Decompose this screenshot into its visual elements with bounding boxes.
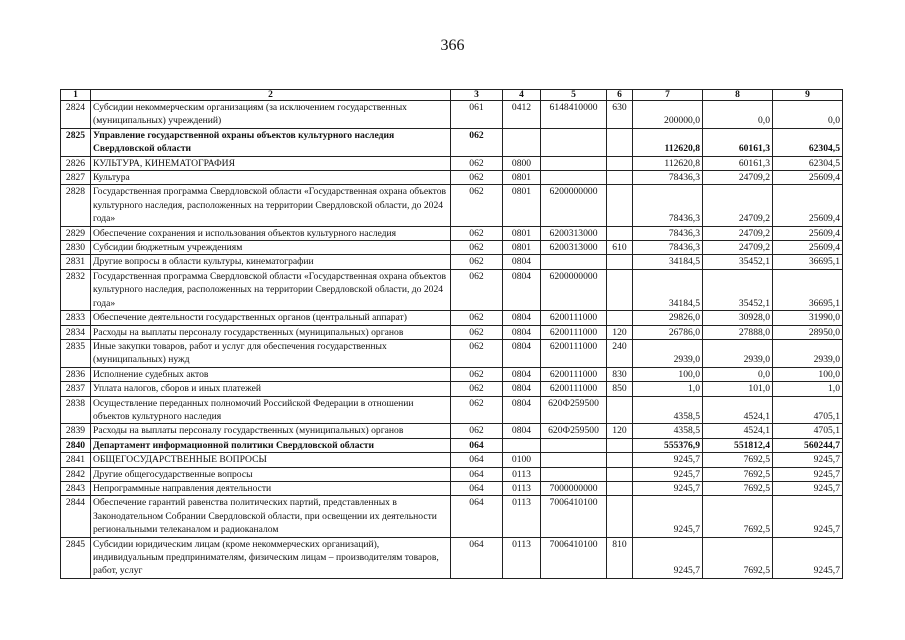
- amount-col-8: 27888,0: [703, 325, 773, 339]
- row-number: 2837: [61, 382, 91, 396]
- target-article-code: 6200111000: [541, 367, 607, 381]
- ministry-code: 062: [451, 156, 503, 170]
- row-number: 2824: [61, 101, 91, 129]
- expense-type-code: [607, 185, 633, 226]
- row-name: ОБЩЕГОСУДАРСТВЕННЫЕ ВОПРОСЫ: [91, 453, 451, 467]
- table-row: [61, 438, 843, 452]
- amount-col-8: 24709,2: [703, 241, 773, 255]
- ministry-code: 062: [451, 269, 503, 310]
- amount-col-9: 1,0: [773, 382, 843, 396]
- table-row: [61, 226, 843, 240]
- section-code: 0100: [503, 453, 541, 467]
- section-code: 0801: [503, 185, 541, 226]
- ministry-code: 064: [451, 453, 503, 467]
- row-name: Непрограммные направления деятельности: [91, 481, 451, 495]
- row-name: Обеспечение деятельности государственных органов (центральный аппарат): [91, 311, 451, 325]
- ministry-code: 062: [451, 171, 503, 185]
- table-row: [61, 185, 843, 226]
- target-article-code: 6200111000: [541, 382, 607, 396]
- amount-col-9: 36695,1: [773, 269, 843, 310]
- table-header-row: [61, 90, 843, 101]
- expense-type-code: [607, 269, 633, 310]
- expense-type-code: 240: [607, 339, 633, 367]
- section-code: 0804: [503, 269, 541, 310]
- amount-col-7: 9245,7: [633, 496, 703, 537]
- row-number: 2834: [61, 325, 91, 339]
- target-article-code: 6200111000: [541, 325, 607, 339]
- amount-col-7: 4358,5: [633, 424, 703, 438]
- expense-type-code: [607, 496, 633, 537]
- row-name: Управление государственной охраны объектов культурного наследия Свердловской области: [91, 128, 451, 156]
- ministry-code: 062: [451, 128, 503, 156]
- amount-col-7: 78436,3: [633, 241, 703, 255]
- amount-col-9: 9245,7: [773, 467, 843, 481]
- column-header: 9: [773, 90, 843, 101]
- row-number: 2845: [61, 537, 91, 578]
- target-article-code: [541, 438, 607, 452]
- row-name: Обеспечение гарантий равенства политических партий, представленных в Законодательном Собрании Свердловской области, при освещении их деятельности региональными телеканалом и радиоканалом: [91, 496, 451, 537]
- section-code: 0412: [503, 101, 541, 129]
- amount-col-8: 7692,5: [703, 496, 773, 537]
- table-row: [61, 269, 843, 310]
- section-code: 0801: [503, 241, 541, 255]
- row-name: Субсидии бюджетным учреждениям: [91, 241, 451, 255]
- table-row: [61, 255, 843, 269]
- amount-col-9: 62304,5: [773, 156, 843, 170]
- amount-col-8: 60161,3: [703, 128, 773, 156]
- amount-col-8: 35452,1: [703, 255, 773, 269]
- table-row: [61, 311, 843, 325]
- amount-col-7: 9245,7: [633, 467, 703, 481]
- section-code: 0804: [503, 396, 541, 424]
- amount-col-8: 7692,5: [703, 537, 773, 578]
- target-article-code: 6200313000: [541, 226, 607, 240]
- amount-col-9: 9245,7: [773, 481, 843, 495]
- amount-col-7: 4358,5: [633, 396, 703, 424]
- row-name: Другие вопросы в области культуры, кинематографии: [91, 255, 451, 269]
- row-number: 2839: [61, 424, 91, 438]
- row-number: 2843: [61, 481, 91, 495]
- amount-col-9: 9245,7: [773, 496, 843, 537]
- amount-col-7: 34184,5: [633, 255, 703, 269]
- section-code: 0804: [503, 311, 541, 325]
- ministry-code: 062: [451, 396, 503, 424]
- row-name: КУЛЬТУРА, КИНЕМАТОГРАФИЯ: [91, 156, 451, 170]
- amount-col-8: 551812,4: [703, 438, 773, 452]
- expense-type-code: [607, 467, 633, 481]
- table-row: [61, 128, 843, 156]
- section-code: 0801: [503, 171, 541, 185]
- amount-col-8: 7692,5: [703, 481, 773, 495]
- expense-type-code: 120: [607, 424, 633, 438]
- row-number: 2842: [61, 467, 91, 481]
- table-row: [61, 424, 843, 438]
- target-article-code: [541, 453, 607, 467]
- target-article-code: 7006410100: [541, 537, 607, 578]
- expense-type-code: [607, 128, 633, 156]
- table-row: [61, 396, 843, 424]
- column-header: 5: [541, 90, 607, 101]
- table-row: [61, 171, 843, 185]
- row-number: 2830: [61, 241, 91, 255]
- amount-col-7: 112620,8: [633, 156, 703, 170]
- amount-col-8: 60161,3: [703, 156, 773, 170]
- ministry-code: 062: [451, 241, 503, 255]
- amount-col-9: 28950,0: [773, 325, 843, 339]
- expense-type-code: 610: [607, 241, 633, 255]
- amount-col-7: 9245,7: [633, 537, 703, 578]
- column-header: 3: [451, 90, 503, 101]
- amount-col-9: 25609,4: [773, 226, 843, 240]
- ministry-code: 064: [451, 481, 503, 495]
- expense-type-code: [607, 438, 633, 452]
- target-article-code: [541, 171, 607, 185]
- ministry-code: 062: [451, 226, 503, 240]
- amount-col-8: 35452,1: [703, 269, 773, 310]
- expense-type-code: [607, 171, 633, 185]
- table-row: [61, 241, 843, 255]
- amount-col-7: 1,0: [633, 382, 703, 396]
- table-row: [61, 382, 843, 396]
- amount-col-8: 101,0: [703, 382, 773, 396]
- amount-col-7: 2939,0: [633, 339, 703, 367]
- expense-type-code: 830: [607, 367, 633, 381]
- amount-col-9: 25609,4: [773, 171, 843, 185]
- section-code: 0804: [503, 382, 541, 396]
- expense-type-code: [607, 396, 633, 424]
- amount-col-8: 2939,0: [703, 339, 773, 367]
- amount-col-8: 24709,2: [703, 171, 773, 185]
- section-code: 0804: [503, 325, 541, 339]
- table-row: [61, 537, 843, 578]
- expense-type-code: [607, 226, 633, 240]
- amount-col-9: 0,0: [773, 101, 843, 129]
- amount-col-9: 9245,7: [773, 537, 843, 578]
- row-name: Субсидии юридическим лицам (кроме некоммерческих организаций), индивидуальным предпринимателям, физическим лицам – производителям товаров, работ, услуг: [91, 537, 451, 578]
- target-article-code: [541, 255, 607, 269]
- section-code: 0800: [503, 156, 541, 170]
- amount-col-9: 25609,4: [773, 241, 843, 255]
- amount-col-8: 4524,1: [703, 424, 773, 438]
- ministry-code: 064: [451, 438, 503, 452]
- target-article-code: [541, 128, 607, 156]
- section-code: 0801: [503, 226, 541, 240]
- column-header: 4: [503, 90, 541, 101]
- amount-col-7: 200000,0: [633, 101, 703, 129]
- amount-col-9: 9245,7: [773, 453, 843, 467]
- ministry-code: 062: [451, 311, 503, 325]
- row-number: 2844: [61, 496, 91, 537]
- amount-col-9: 25609,4: [773, 185, 843, 226]
- target-article-code: 7006410100: [541, 496, 607, 537]
- expense-type-code: [607, 453, 633, 467]
- ministry-code: 061: [451, 101, 503, 129]
- section-code: 0804: [503, 367, 541, 381]
- row-name: Расходы на выплаты персоналу государственных (муниципальных) органов: [91, 424, 451, 438]
- target-article-code: 7000000000: [541, 481, 607, 495]
- ministry-code: 062: [451, 382, 503, 396]
- target-article-code: 6200111000: [541, 311, 607, 325]
- row-number: 2835: [61, 339, 91, 367]
- row-name: Государственная программа Свердловской области «Государственная охрана объектов культурного наследия, расположенных на территории Свердловской области, до 2024 года»: [91, 269, 451, 310]
- row-number: 2838: [61, 396, 91, 424]
- ministry-code: 064: [451, 467, 503, 481]
- row-name: Уплата налогов, сборов и иных платежей: [91, 382, 451, 396]
- table-body: [61, 101, 843, 579]
- ministry-code: 062: [451, 424, 503, 438]
- target-article-code: 6200111000: [541, 339, 607, 367]
- row-name: Другие общегосударственные вопросы: [91, 467, 451, 481]
- amount-col-8: 7692,5: [703, 453, 773, 467]
- amount-col-8: 4524,1: [703, 396, 773, 424]
- amount-col-7: 78436,3: [633, 226, 703, 240]
- row-name: Департамент информационной политики Свердловской области: [91, 438, 451, 452]
- target-article-code: 6200313000: [541, 241, 607, 255]
- ministry-code: 062: [451, 325, 503, 339]
- amount-col-8: 24709,2: [703, 185, 773, 226]
- table-row: [61, 101, 843, 129]
- row-name: Исполнение судебных актов: [91, 367, 451, 381]
- section-code: [503, 128, 541, 156]
- row-number: 2827: [61, 171, 91, 185]
- expense-type-code: 120: [607, 325, 633, 339]
- amount-col-8: 0,0: [703, 101, 773, 129]
- amount-col-8: 7692,5: [703, 467, 773, 481]
- budget-table: [60, 89, 843, 579]
- table-row: [61, 325, 843, 339]
- table-row: [61, 481, 843, 495]
- row-number: 2836: [61, 367, 91, 381]
- row-name: Обеспечение сохранения и использования объектов культурного наследия: [91, 226, 451, 240]
- column-header: 6: [607, 90, 633, 101]
- row-name: Культура: [91, 171, 451, 185]
- expense-type-code: [607, 311, 633, 325]
- amount-col-9: 4705,1: [773, 396, 843, 424]
- expense-type-code: 810: [607, 537, 633, 578]
- expense-type-code: [607, 156, 633, 170]
- amount-col-9: 560244,7: [773, 438, 843, 452]
- column-header: 8: [703, 90, 773, 101]
- column-header: 7: [633, 90, 703, 101]
- table-row: [61, 496, 843, 537]
- row-number: 2833: [61, 311, 91, 325]
- page-number: 366: [440, 37, 465, 54]
- table-row: [61, 467, 843, 481]
- section-code: [503, 438, 541, 452]
- row-name: Субсидии некоммерческим организациям (за исключением государственных (муниципальных) учреждений): [91, 101, 451, 129]
- section-code: 0804: [503, 255, 541, 269]
- expense-type-code: 630: [607, 101, 633, 129]
- row-number: 2828: [61, 185, 91, 226]
- row-number: 2840: [61, 438, 91, 452]
- expense-type-code: [607, 255, 633, 269]
- table-row: [61, 453, 843, 467]
- target-article-code: 620Ф259500: [541, 424, 607, 438]
- expense-type-code: 850: [607, 382, 633, 396]
- amount-col-7: 112620,8: [633, 128, 703, 156]
- ministry-code: 064: [451, 537, 503, 578]
- ministry-code: 062: [451, 185, 503, 226]
- amount-col-7: 9245,7: [633, 453, 703, 467]
- amount-col-9: 4705,1: [773, 424, 843, 438]
- target-article-code: 6200000000: [541, 269, 607, 310]
- amount-col-7: 555376,9: [633, 438, 703, 452]
- row-number: 2841: [61, 453, 91, 467]
- target-article-code: 6148410000: [541, 101, 607, 129]
- ministry-code: 062: [451, 255, 503, 269]
- row-number: 2826: [61, 156, 91, 170]
- amount-col-9: 36695,1: [773, 255, 843, 269]
- ministry-code: 064: [451, 496, 503, 537]
- target-article-code: [541, 156, 607, 170]
- amount-col-7: 78436,3: [633, 171, 703, 185]
- section-code: 0804: [503, 424, 541, 438]
- row-name: Осуществление переданных полномочий Российской Федерации в отношении объектов культурного наследия: [91, 396, 451, 424]
- amount-col-7: 78436,3: [633, 185, 703, 226]
- table-row: [61, 367, 843, 381]
- column-header: 1: [61, 90, 91, 101]
- expense-type-code: [607, 481, 633, 495]
- column-header: 2: [91, 90, 451, 101]
- table-row: [61, 339, 843, 367]
- amount-col-7: 9245,7: [633, 481, 703, 495]
- target-article-code: [541, 467, 607, 481]
- amount-col-8: 30928,0: [703, 311, 773, 325]
- amount-col-7: 29826,0: [633, 311, 703, 325]
- amount-col-8: 0,0: [703, 367, 773, 381]
- row-name: Иные закупки товаров, работ и услуг для обеспечения государственных (муниципальных) нужд: [91, 339, 451, 367]
- row-name: Государственная программа Свердловской области «Государственная охрана объектов культурного наследия, расположенных на территории Свердловской области, до 2024 года»: [91, 185, 451, 226]
- amount-col-7: 26786,0: [633, 325, 703, 339]
- section-code: 0113: [503, 537, 541, 578]
- amount-col-9: 2939,0: [773, 339, 843, 367]
- amount-col-9: 100,0: [773, 367, 843, 381]
- row-number: 2829: [61, 226, 91, 240]
- row-name: Расходы на выплаты персоналу государственных (муниципальных) органов: [91, 325, 451, 339]
- section-code: 0113: [503, 467, 541, 481]
- ministry-code: 062: [451, 339, 503, 367]
- target-article-code: 6200000000: [541, 185, 607, 226]
- row-number: 2832: [61, 269, 91, 310]
- row-number: 2831: [61, 255, 91, 269]
- amount-col-7: 100,0: [633, 367, 703, 381]
- section-code: 0113: [503, 481, 541, 495]
- amount-col-9: 62304,5: [773, 128, 843, 156]
- row-number: 2825: [61, 128, 91, 156]
- amount-col-7: 34184,5: [633, 269, 703, 310]
- table-row: [61, 156, 843, 170]
- ministry-code: 062: [451, 367, 503, 381]
- section-code: 0113: [503, 496, 541, 537]
- section-code: 0804: [503, 339, 541, 367]
- target-article-code: 620Ф259500: [541, 396, 607, 424]
- amount-col-8: 24709,2: [703, 226, 773, 240]
- amount-col-9: 31990,0: [773, 311, 843, 325]
